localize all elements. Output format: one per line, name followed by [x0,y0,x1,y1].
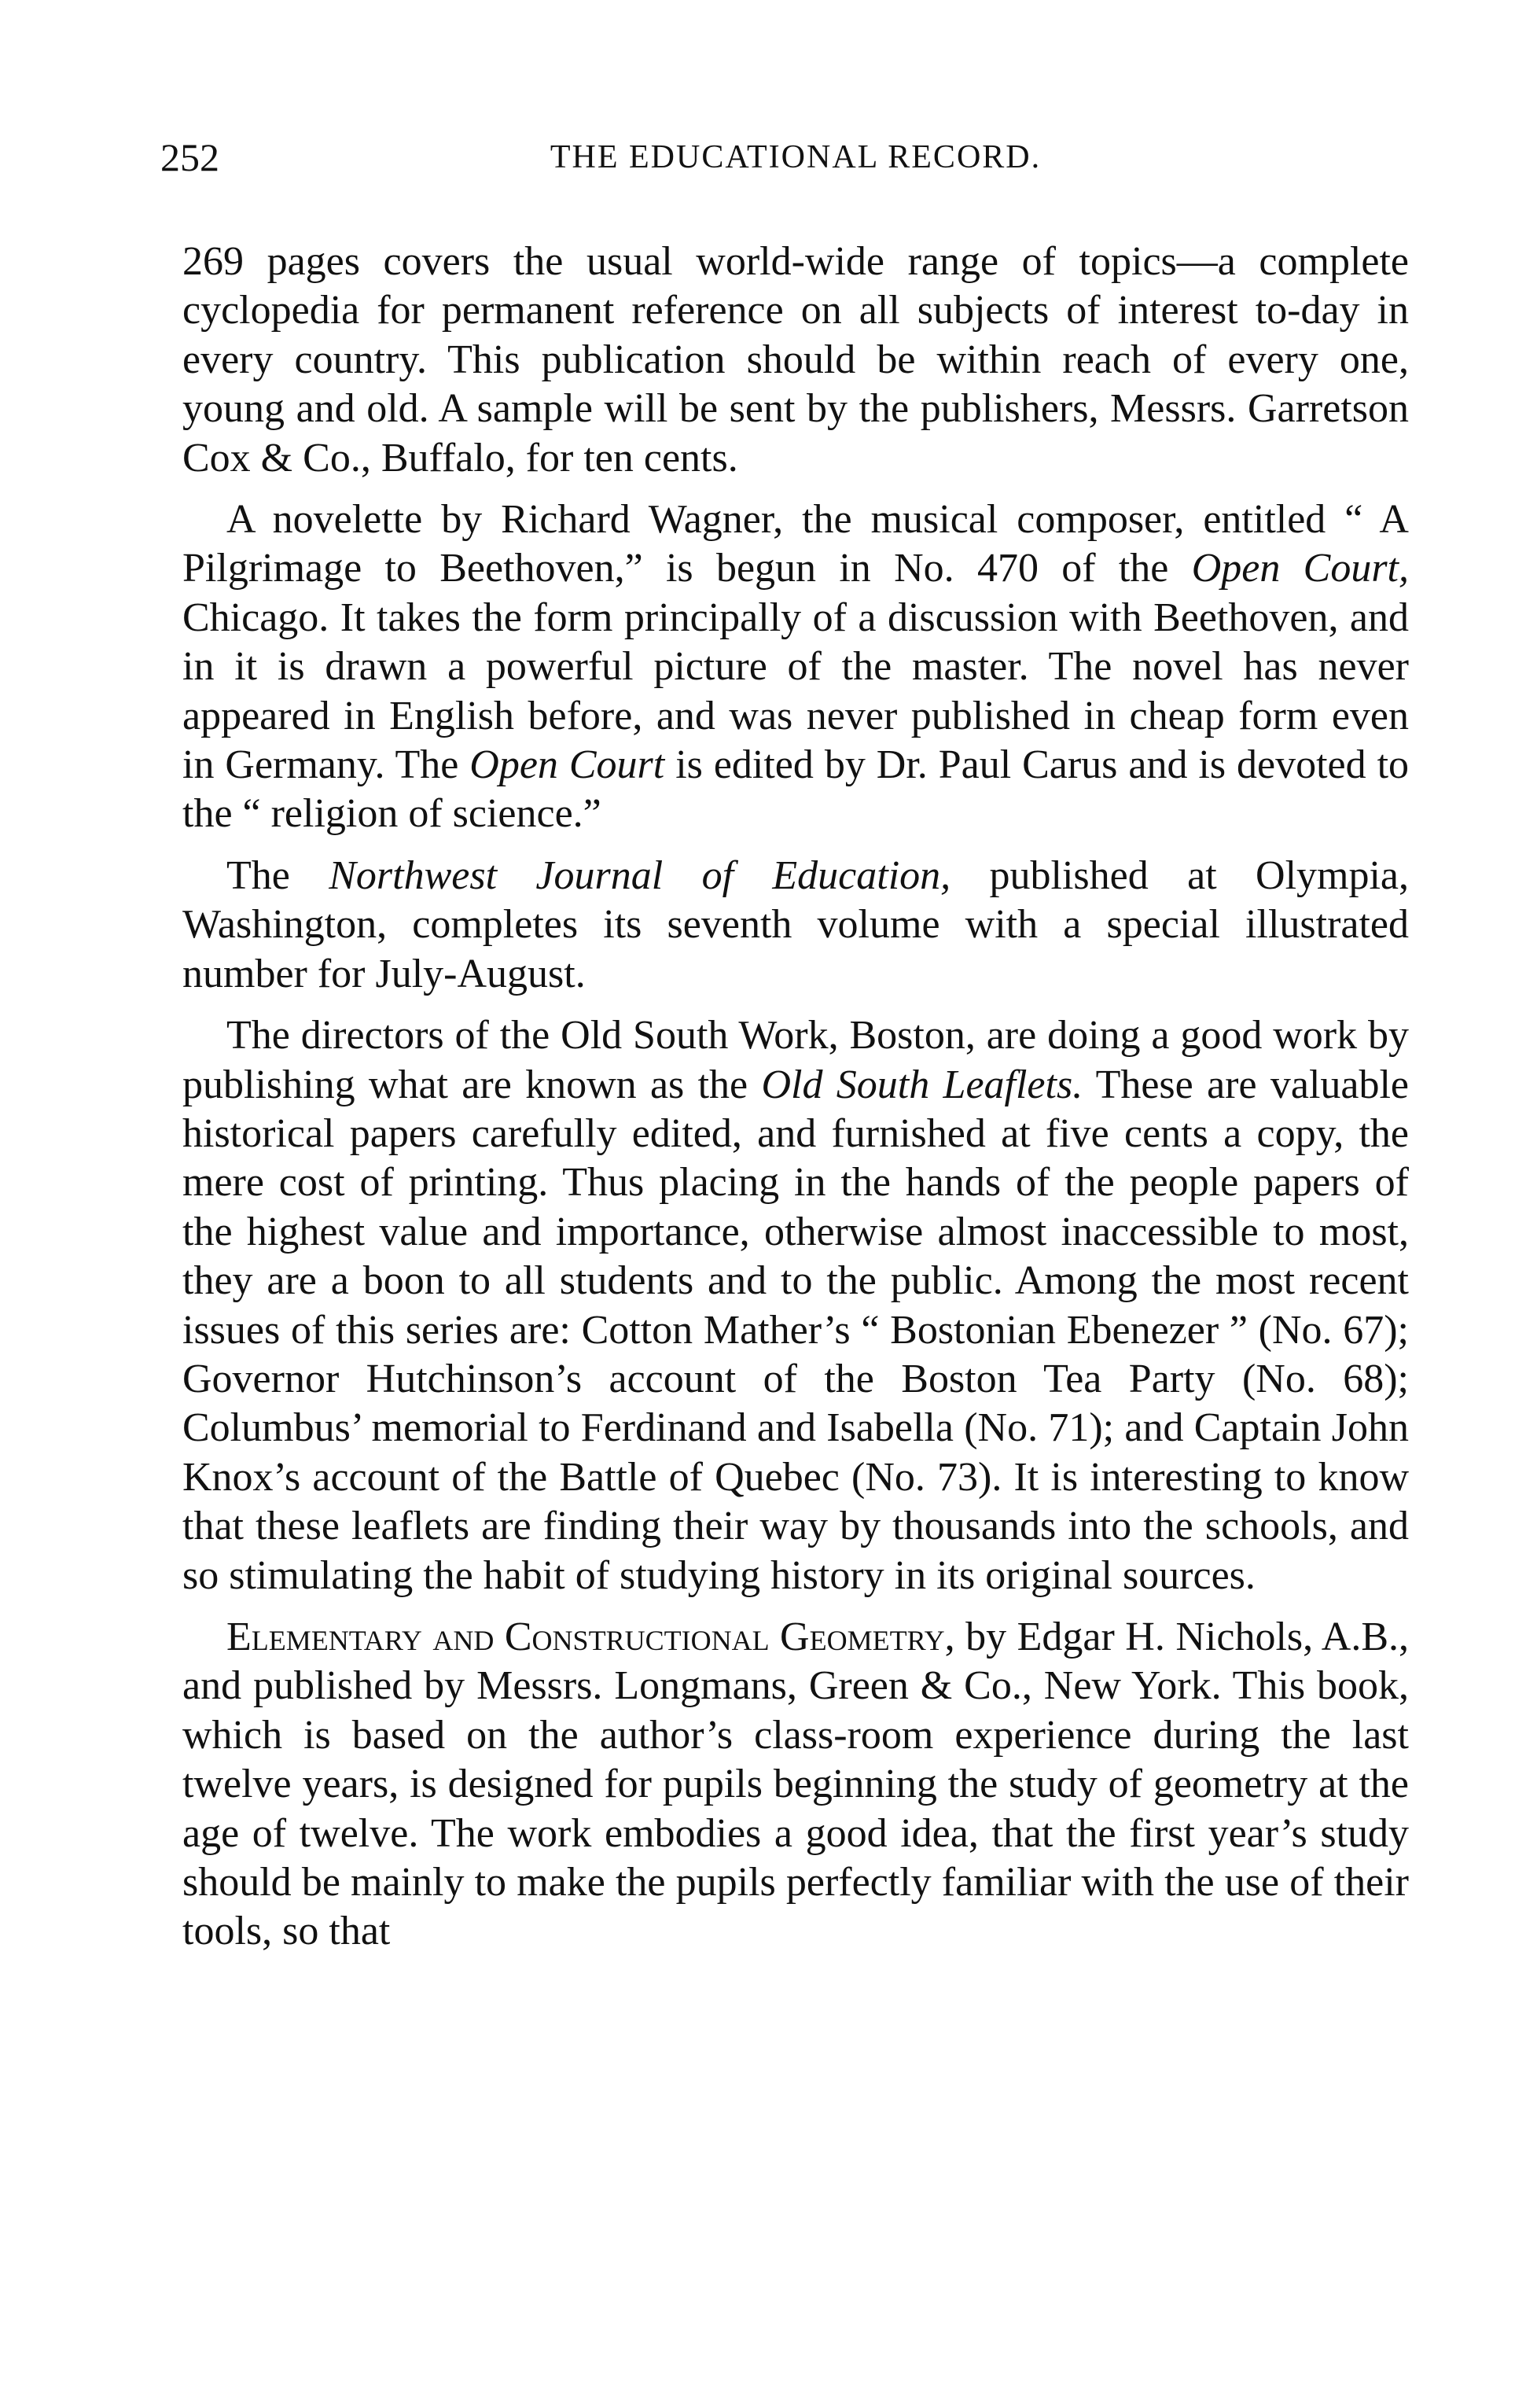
text-span: is edited by Dr. Paul Carus and is devoted to the “ religion of science.” [182,742,1410,837]
text-span: The directors of the Old South Work, Boston, are doing a good work by publishing what are known as the [182,1013,1409,1107]
text-span: These are valuable historical papers carefully edited, and furnished at five cents a copy, the mere cost of printing. Thus placing in the hands of the people papers of the highest value and importance, otherwise almost inaccessible to most, they are a boon to all students and to the public. Among the most recent issues of this series are: Cotton Mather’s “ Bostonian Ebenezer ” (No. 67); Governor Hutchinson’s account of the Boston Tea Party (No. 68); Columbus’ memorial to Ferdinand and Isabella (No. 71); and Captain John Knox’s account of the Battle of Quebec (No. 73). It is interesting to know that these leaflets are finding their way by thousands into the schools, and so stimulating the habit of studying history in its original sources. [182,1062,1409,1598]
paragraph-cyclopedia [182,237,1409,483]
page-header [160,134,1409,189]
body-text [182,237,1409,1957]
paragraph-wagner-novelette [182,495,1409,839]
text-span: published at Olympia, Washington, completes its seventh volume with a special illustrated number for July-August. [182,852,1410,996]
paragraph-geometry-review [182,1613,1409,1957]
text-span: by Edgar H. Nichols, A.B., and published by Messrs. Longmans, Green & Co., New York. This book, which is based on the author’s class-room experience during the last twelve years, is designed for pupils beginning the study of geometry at the age of twelve. The work embodies a good idea, that the first year’s study should be mainly to make the pupils perfectly familiar with the use of their tools, so that [182,1614,1409,1954]
page-number: 252 [160,135,219,179]
italic-title: Old South Leaflets. [761,1062,1083,1107]
italic-title: Open Court [469,742,665,788]
document-page [160,134,1410,1969]
text-span: Chicago. It takes the form principally of a discussion with Beethoven, and in it is drawn a powerful picture of the master. The novel has never appeared in English before, and was never published in cheap form even in Germany. The [182,595,1409,788]
text-span: 269 pages covers the usual world-wide range of topics—a complete cyclopedia for permanent reference on all subjects of interest to-day in every country. This publication should be within reach of every one, young and old. A sample will be sent by the publishers, Messrs. Garretson Cox & Co., Buffalo, for ten cents. [182,239,1409,480]
paragraph-northwest-journal [182,852,1409,999]
italic-title: Open Court, [1191,546,1410,591]
text-span: A novelette by Richard Wagner, the musical composer, entitled “ A Pilgrimage to Beethoven,” is begun in No. 470 of the [182,497,1409,591]
running-title: THE EDUCATIONAL RECORD. [550,139,1042,175]
paragraph-old-south-leaflets [182,1011,1409,1600]
small-caps-title: Elementary and Constructional Geometry, [226,1614,955,1659]
italic-title: Northwest Journal of Education, [329,852,951,898]
text-span: The [226,852,329,898]
